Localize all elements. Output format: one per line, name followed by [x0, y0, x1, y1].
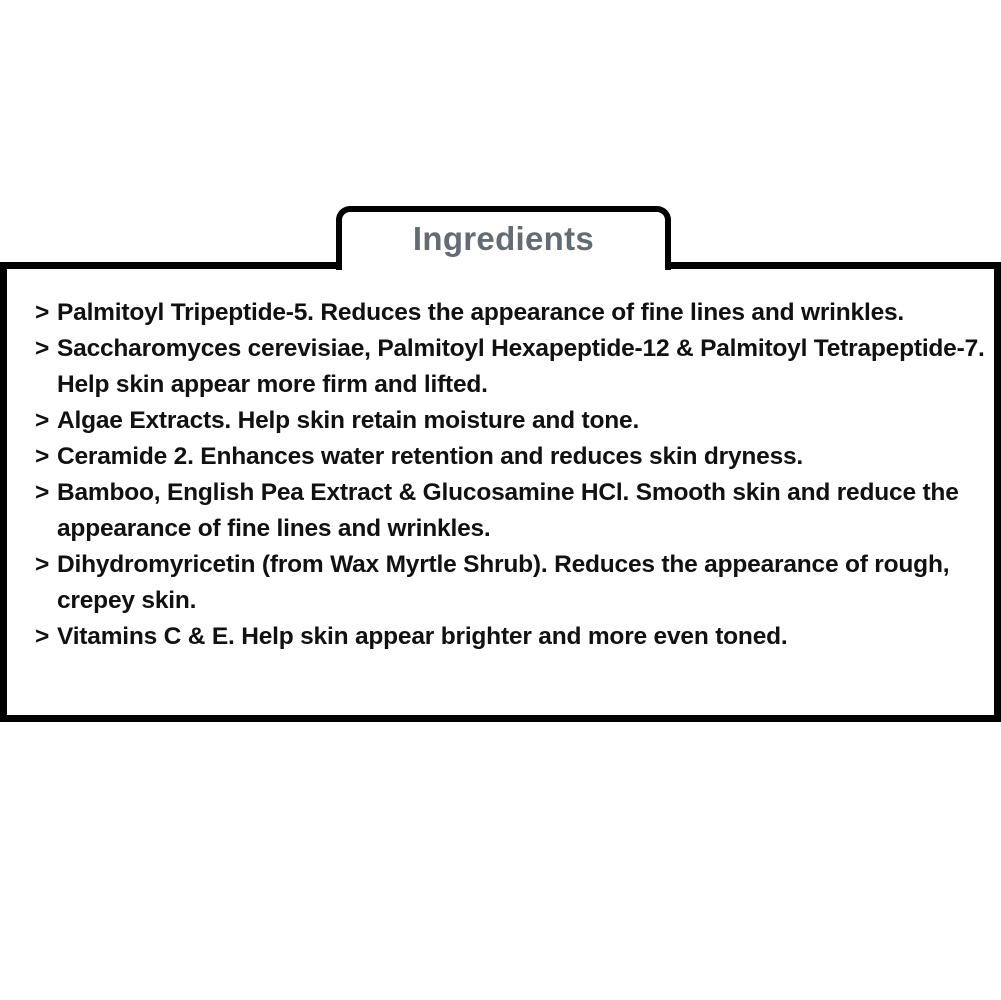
ingredient-item: [35, 331, 1000, 403]
ingredients-tab: [336, 206, 671, 270]
bullet-marker: >: [35, 551, 50, 578]
bullet-marker: >: [35, 623, 50, 650]
ingredient-text: Dihydromyricetin (from Wax Myrtle Shrub). Reduces the appearance of rough, crepey skin.: [57, 551, 950, 614]
ingredient-text: Saccharomyces cerevisiae, Palmitoyl Hexapeptide-12 & Palmitoyl Tetrapeptide-7. Help skin appear more firm and lifted.: [57, 335, 985, 398]
bullet-marker: >: [35, 335, 50, 362]
ingredient-item: [35, 439, 1000, 475]
bullet-marker: >: [35, 443, 50, 470]
bullet-marker: >: [35, 407, 50, 434]
bullet-marker: >: [35, 479, 50, 506]
ingredient-list: [35, 295, 1000, 655]
ingredient-item: [35, 475, 1000, 547]
ingredient-text: Bamboo, English Pea Extract & Glucosamine HCl. Smooth skin and reduce the appearance of fine lines and wrinkles.: [57, 479, 959, 542]
ingredient-text: Vitamins C & E. Help skin appear brighter and more even toned.: [57, 623, 788, 650]
ingredients-panel: [0, 262, 1001, 722]
ingredient-item: [35, 547, 1000, 619]
ingredient-item: [35, 403, 1000, 439]
ingredient-item: [35, 295, 1000, 331]
ingredient-text: Ceramide 2. Enhances water retention and reduces skin dryness.: [57, 443, 804, 470]
section-title: Ingredients: [412, 220, 595, 257]
bullet-marker: >: [35, 299, 50, 326]
ingredient-text: Algae Extracts. Help skin retain moisture and tone.: [57, 407, 640, 434]
ingredient-text: Palmitoyl Tripeptide-5. Reduces the appearance of fine lines and wrinkles.: [57, 299, 905, 326]
ingredient-item: [35, 619, 1000, 655]
